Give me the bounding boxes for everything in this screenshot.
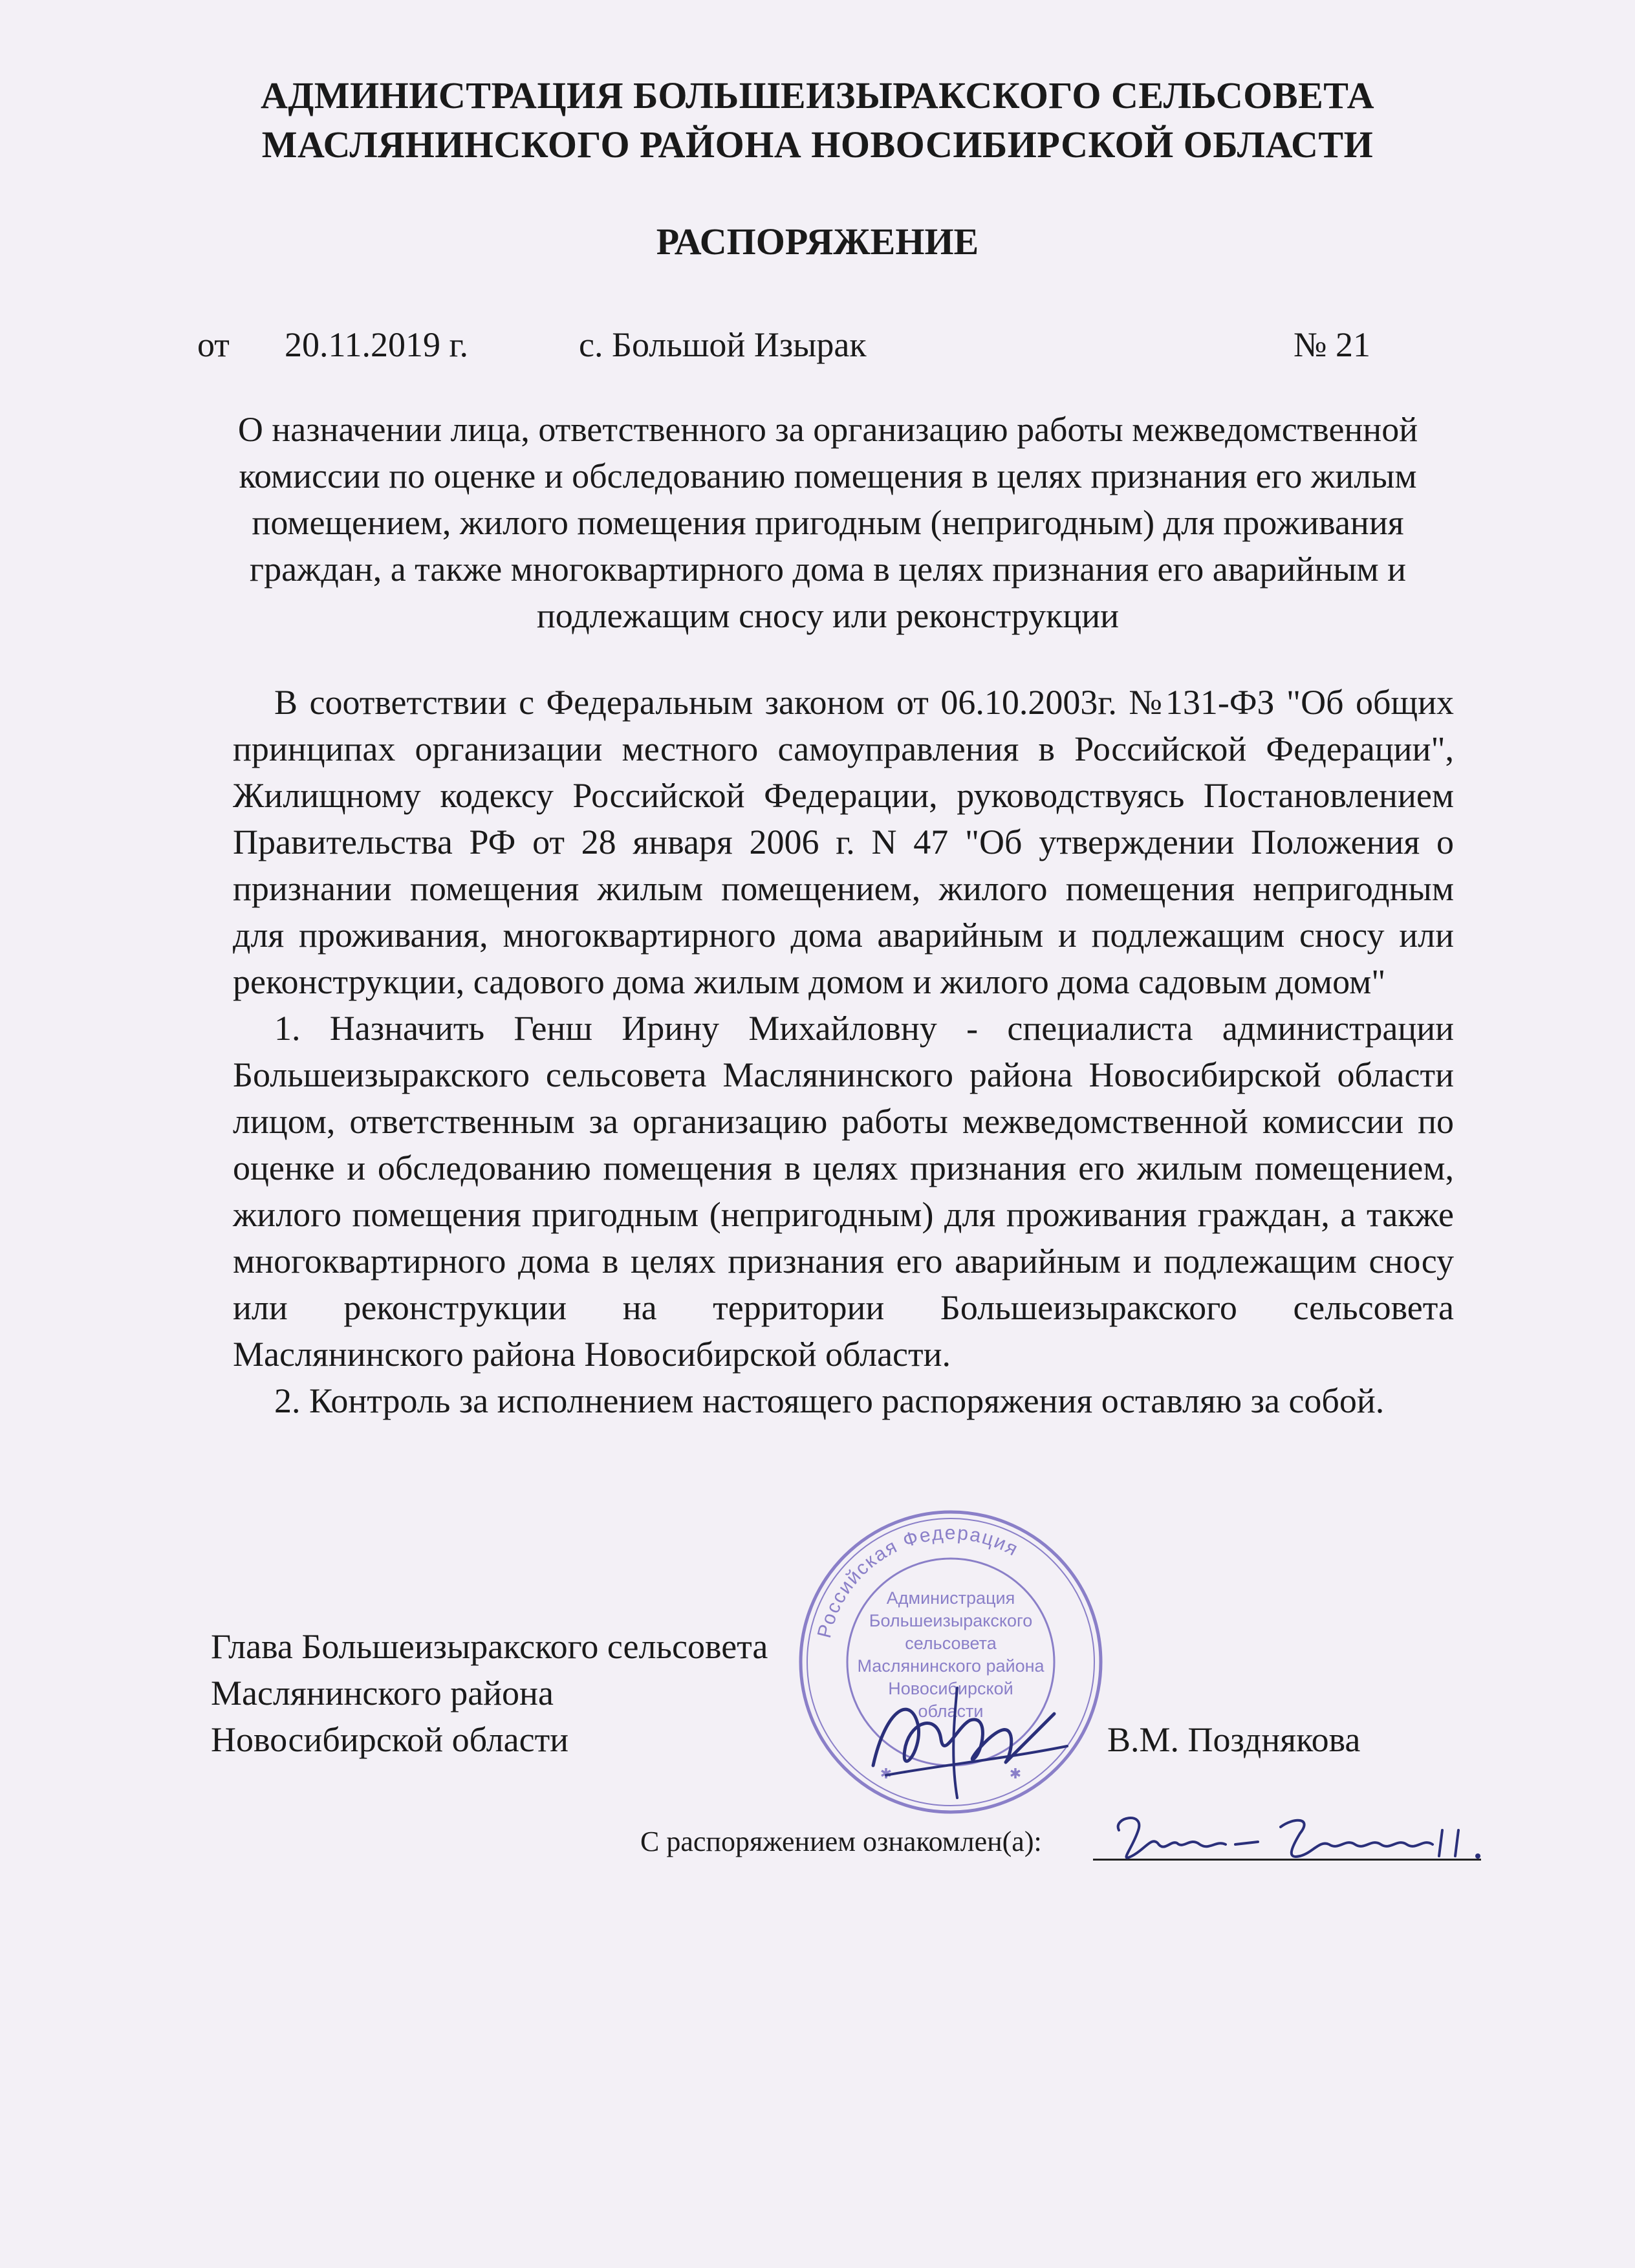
signatory-title [211,1623,768,1763]
document-place: с. Большой Изырак [579,325,867,364]
preamble-paragraph: В соответствии с Федеральным законом от 06.10.2003г. №131-ФЗ "Об общих принципах организации местного самоуправления в Российской Федерации", Жилищному кодексу Российской Федерации, руководствуясь Постановлением Правительства РФ от 28 января 2006 г. N 47 "Об утверждении Положения о признании помещения жилым помещением, жилого помещения непригодным для проживания, многоквартирного дома аварийным и подлежащим сносу или реконструкции, садового дома жилым домом и жилого дома садовым домом" [233,683,1454,1001]
stamp-line-6: области [918,1701,984,1721]
date-prefix: от [197,325,230,364]
head-signature [860,1669,1074,1811]
stamp-line-3: сельсовета [905,1634,997,1653]
stamp-line-2: Большеизыракского [869,1611,1033,1630]
signatory-line-3: Новосибирской области [211,1720,569,1759]
document-number: № 21 [1294,325,1371,364]
stamp-line-4: Маслянинского района [857,1656,1045,1676]
document-date: 20.11.2019 г. [285,325,469,364]
header-line-1: АДМИНИСТРАЦИЯ БОЛЬШЕИЗЫРАКСКОГО СЕЛЬСОВЕТА [261,74,1374,116]
signatory-name: В.М. Позднякова [1107,1720,1361,1759]
document-body [233,679,1454,1424]
stamp-line-1: Администрация [886,1588,1015,1608]
document-subject: О назначении лица, ответственного за организацию работы межведомственной комиссии по оценке и обследованию помещения в целях признания его жилым помещением, жилого помещения пригодным (непригодным) для проживания граждан, а также многоквартирного дома в целях признания его аварийным и подлежащим сносу или реконструкции [237,410,1418,635]
svg-text:✱: ✱ [1009,1766,1022,1782]
header-line-2: МАСЛЯНИНСКОГО РАЙОНА НОВОСИБИРСКОЙ ОБЛАСТИ [261,124,1374,166]
signatory-line-2: Маслянинского района [211,1674,554,1712]
acknowledgement-signature [1106,1804,1494,1875]
document-type-title: РАСПОРЯЖЕНИЕ [656,221,979,263]
stamp-ring-text: Российская Федерация [813,1522,1023,1641]
acknowledgement-label: С распоряжением ознакомлен(а): [640,1826,1042,1857]
stamp-line-5: Новосибирской [888,1679,1013,1698]
signatory-line-1: Глава Большеизыракского сельсовета [211,1627,768,1666]
svg-text:✱: ✱ [880,1766,893,1782]
item-2-paragraph: 2. Контроль за исполнением настоящего распоряжения оставляю за собой. [274,1381,1385,1420]
item-1-paragraph: 1. Назначить Генш Ирину Михайловну - специалиста администрации Большеизыракского сельсовета Маслянинского района Новосибирской области лицом, ответственным за организацию работы межведомственной комиссии по оценке и обследованию помещения в целях признания его жилым помещением, жилого помещения пригодным (непригодным) для проживания граждан, а также многоквартирного дома в целях признания его аварийным и подлежащим сносу или реконструкции на территории Большеизыракского сельсовета Маслянинского района Новосибирской области. [233,1009,1454,1374]
